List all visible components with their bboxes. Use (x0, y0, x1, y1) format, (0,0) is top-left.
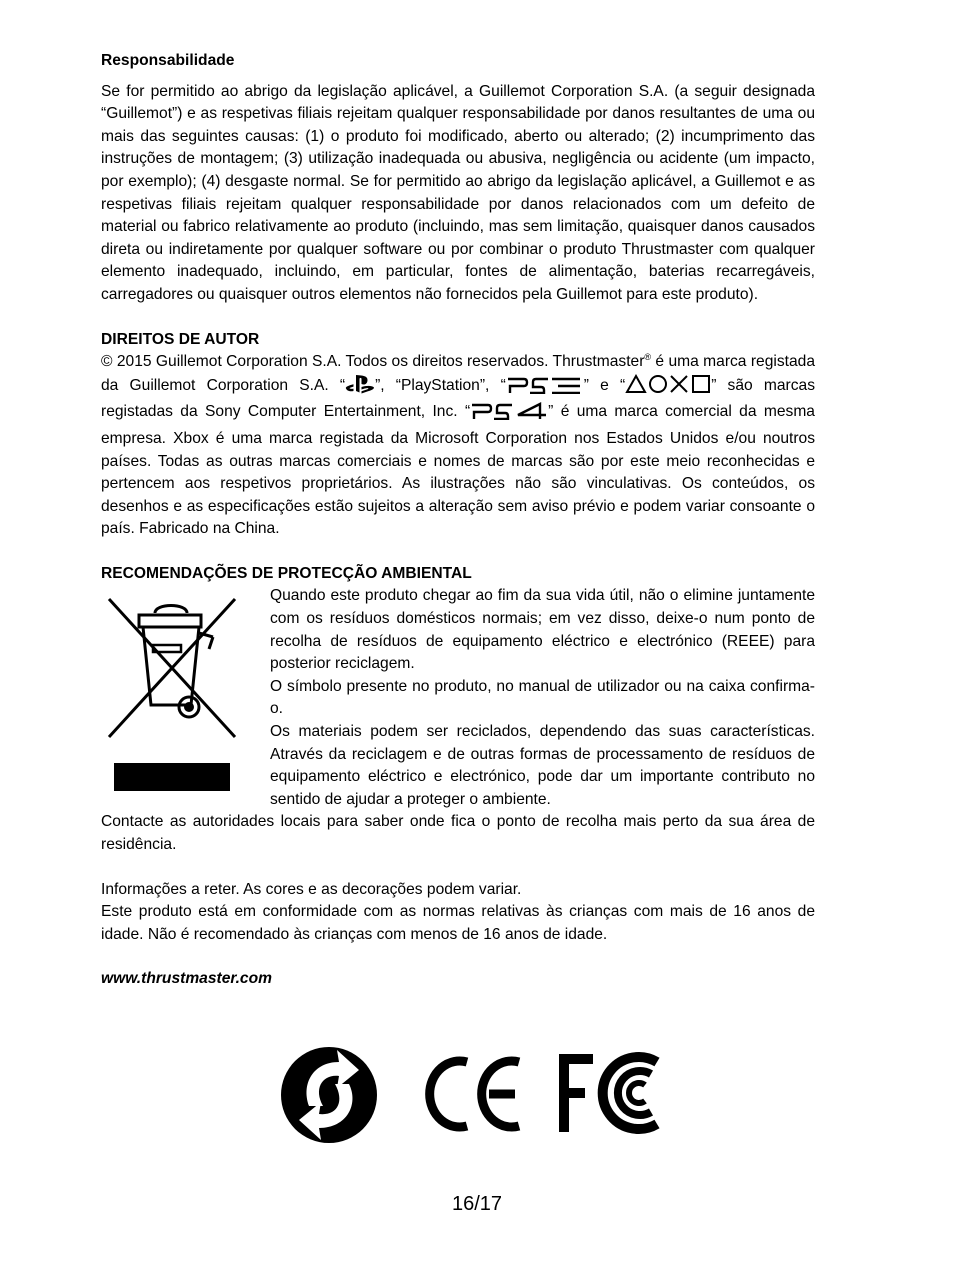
heading-responsabilidade: Responsabilidade (101, 52, 235, 69)
weee-crossed-bin-icon (103, 591, 238, 791)
paragraph-ambiental-3: Os materiais podem ser reciclados, dependendo das suas características. Através da reciclagem e de outras formas de processamento de resíduos de equipamento eléctrico e electrónico, pode dar um importante contributo no sentido de ajudar a proteger o ambiente. (270, 723, 815, 808)
ps3-logo-icon (506, 376, 584, 402)
ps4-logo-icon (470, 402, 548, 428)
paragraph-ambiental-2: O símbolo presente no produto, no manual de utilizador ou na caixa confirma-o. (270, 677, 815, 718)
paragraph-ambiental-4: Contacte as autoridades locais para saber onde fica o ponto de recolha mais perto da sua área de residência. (101, 813, 815, 853)
fcc-logo-icon (559, 1054, 657, 1132)
heading-direitos: DIREITOS DE AUTOR (101, 330, 260, 348)
green-dot-icon (281, 1047, 377, 1143)
ce-mark-icon (430, 1061, 519, 1127)
playstation-logo-icon (345, 374, 375, 402)
website-link[interactable]: www.thrustmaster.com (101, 970, 272, 988)
paragraph-ambiental-1: Quando este produto chegar ao fim da sua vida útil, não o elimine juntamente com os resíduos domésticos normais; em vez disso, deixe-o num ponto de recolha de resíduos de equipamento eléctrico e electrónico (REEE) para posterior reciclagem. (270, 587, 815, 673)
paragraph-info-1: Informações a reter. As cores e as decorações podem variar. (101, 880, 522, 898)
document-page (101, 50, 815, 991)
heading-ambiental: RECOMENDAÇÕES DE PROTECÇÃO AMBIENTAL (101, 564, 472, 582)
paragraph-info-2: Este produto está em conformidade com as normas relativas às crianças com mais de 16 anos de idade. Não é recomendado às crianças com menos de 16 anos de idade. (101, 903, 815, 943)
page-number: 16/17 (451, 1193, 503, 1215)
certification-logos (279, 1040, 679, 1150)
paragraph-responsabilidade: Se for permitido ao abrigo da legislação aplicável, a Guillemot Corporation S.A. (a seguir designada “Guillemot”) e as respetivas filiais rejeitam qualquer responsabilidade por danos resultantes de uma ou mais das seguintes causas: (1) o produto foi modificado, aberto ou alterado; (2) incumprimento das instruções de montagem; (3) utilização inadequada ou abusiva, negligência ou acidente (um impacto, por exemplo); (4) desgaste normal. Se for permitido ao abrigo da legislação aplicável, a Guillemot e as respetivas filiais rejeitam qualquer responsabilidade por danos relacionados com um defeito de material ou fabrico relativamente ao produto (incluindo, mas sem limitação, quaisquer danos causados direta ou indiretamente por qualquer software ou por combinar o produto Thrustmaster com qualquer elemento inadequado, incluindo, em particular, fontes de alimentação, baterias recarregáveis, carregadores ou quaisquer outros elementos não fornecidos pela Guillemot para este produto). (101, 82, 815, 303)
paragraph-direitos: © 2015 Guillemot Corporation S.A. Todos os direitos reservados. Thrustmaster® é uma marca registada da Guillemot Corporation S.A. “ ”, “PlayStation”, “ ” e “ ” são marcas registadas da Sony Computer Entertainment, Inc. “ ” é uma marca comercial da mesma empresa. Xbox é uma marca registada da Microsoft Corporation nos Estados Unidos e/ou noutros países. Todas as outras marcas comerciais e nomes de marcas são por este meio reconhecidas e pertencem aos respetivos proprietários. As ilustrações não são vinculativas. Os conteúdos, os desenhos e as especificações estão sujeitos a alteração sem aviso prévio e podem variar consoante o país. Fabricado na China. (101, 352, 816, 538)
environment-section (101, 585, 815, 811)
ps-buttons-icon (625, 374, 711, 402)
